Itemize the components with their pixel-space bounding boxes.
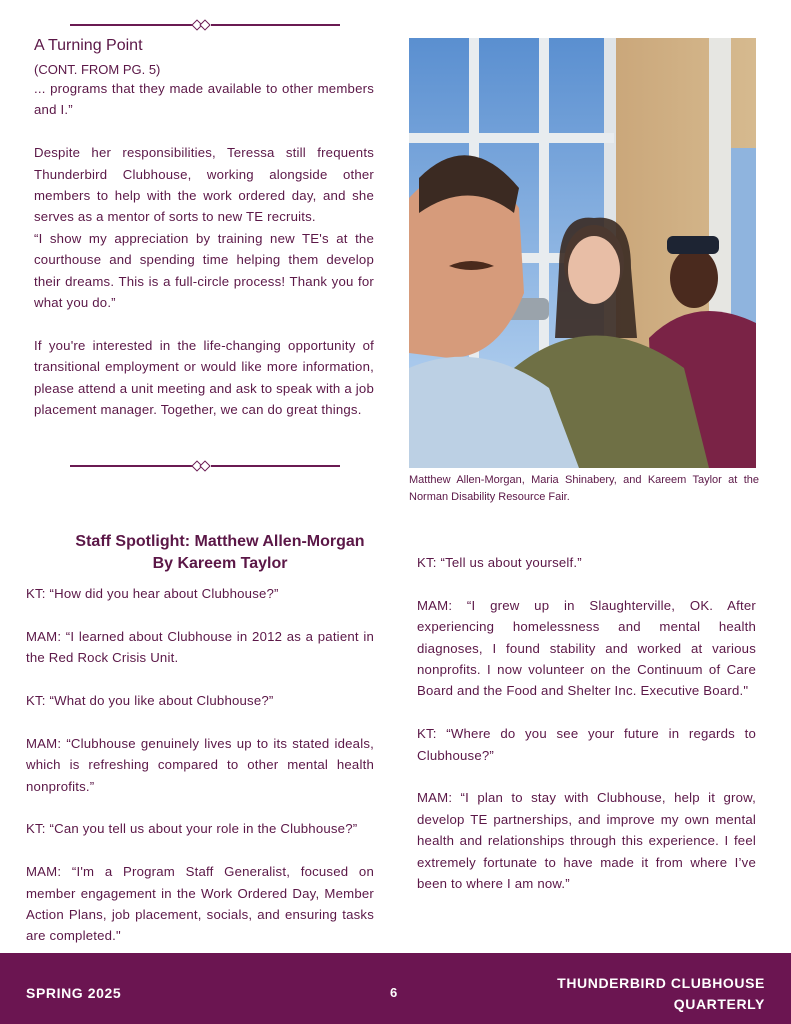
spotlight-title: Staff Spotlight: Matthew Allen-Morgan xyxy=(75,533,365,550)
interview-answer: MAM: “I learned about Clubhouse in 2012 as a patient in the Red Rock Crisis Unit. xyxy=(26,628,374,666)
publication-name xyxy=(485,973,765,1015)
staff-photo xyxy=(409,38,756,468)
photo-caption: Matthew Allen-Morgan, Maria Shinabery, and Kareem Taylor at the Norman Disability Resource Fair. xyxy=(409,474,759,503)
middle-divider xyxy=(70,461,340,471)
interview-question: KT: “Can you tell us about your role in the Clubhouse?” xyxy=(26,821,358,837)
interview-answer: MAM: “I grew up in Slaughterville, OK. After experiencing homelessness and mental health diagnoses, I found stability and worked at various nonprofits. I now volunteer on the Continuum of Care Board and the Food and Shelter Inc. Executive Board." xyxy=(417,597,756,699)
interview-left-column xyxy=(26,583,374,968)
publication-line: THUNDERBIRD CLUBHOUSE xyxy=(557,975,765,991)
interview-answer: MAM: “I'm a Program Staff Generalist, focused on member engagement in the Work Ordered Day, Member Action Plans, job placement, socials, and ensuring tasks are completed." xyxy=(26,864,374,944)
interview-answer: MAM: “I plan to stay with Clubhouse, help it grow, develop TE partnerships, and improve my own mental health and relationships through this experience. I feel extremely fortunate to have made it from where I’ve been to where I am now.” xyxy=(417,790,756,892)
page-number: 6 xyxy=(390,985,398,1000)
article-body xyxy=(34,78,374,442)
interview-question: KT: “Where do you see your future in regards to Clubhouse?” xyxy=(417,726,756,763)
top-divider xyxy=(70,20,340,30)
article-paragraph: If you're interested in the life-changing opportunity of transitional employment or would like more information, please attend a unit meeting and ask to speak with a job placement manager. Together, we can do great things. xyxy=(34,337,374,418)
article-quote: “I show my appreciation by training new TE's at the courthouse and spending time helping them develop their dreams. This is a full-circle process! Thank you for what you do.” xyxy=(34,230,374,311)
interview-answer: MAM: “Clubhouse genuinely lives up to its stated ideals, which is refreshing compared to other mental health nonprofits.” xyxy=(26,735,374,794)
spotlight-byline: By Kareem Taylor xyxy=(152,555,288,572)
article-paragraph: ... programs that they made available to other members and I.” xyxy=(34,81,374,118)
interview-question: KT: “Tell us about yourself.” xyxy=(417,555,582,570)
interview-question: KT: “What do you like about Clubhouse?” xyxy=(26,693,274,708)
spotlight-heading xyxy=(34,531,406,575)
interview-question: KT: “How did you hear about Clubhouse?” xyxy=(26,586,279,601)
issue-label: SPRING 2025 xyxy=(26,985,122,1001)
article-paragraph: Despite her responsibilities, Teressa still frequents Thunderbird Clubhouse, working alongside other members to help with the work ordered day, and she serves as a mentor of sorts to new TE recruits. xyxy=(34,145,374,225)
footer-bar xyxy=(0,953,791,1024)
interview-right-column xyxy=(417,552,756,916)
publication-line: QUARTERLY xyxy=(673,996,765,1012)
continued-label: (CONT. FROM PG. 5) xyxy=(34,62,161,77)
article-title: A Turning Point xyxy=(34,37,143,54)
